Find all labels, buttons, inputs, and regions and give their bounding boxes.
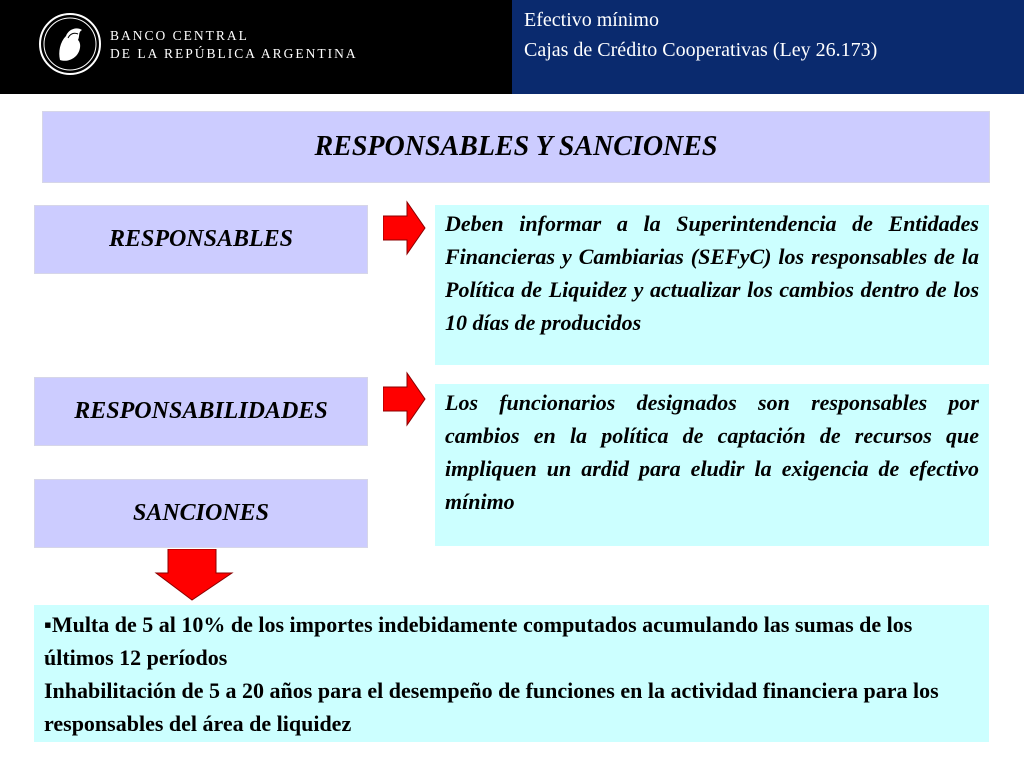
red-arrow-right-icon <box>383 200 427 256</box>
bank-name-line2: DE LA REPÚBLICA ARGENTINA <box>110 46 358 61</box>
responsabilidades-text: Los funcionarios designados son responsables por cambios en la política de captación de recursos que impliquen un ardid para eludir la exigencia de efectivo mínimo <box>435 384 989 546</box>
responsables-label: RESPONSABLES <box>34 205 368 274</box>
bullet-icon: ▪ <box>44 612 52 637</box>
header-title-line1: Efectivo mínimo <box>524 9 659 31</box>
sanction-item-fine <box>44 608 979 674</box>
responsabilidades-label: RESPONSABILIDADES <box>34 377 368 446</box>
sanciones-label: SANCIONES <box>34 479 368 548</box>
page-title: RESPONSABLES Y SANCIONES <box>42 111 990 183</box>
red-arrow-down-icon <box>154 549 234 601</box>
header-logo-area <box>0 0 512 94</box>
bank-name-line1: BANCO CENTRAL <box>110 28 249 43</box>
header-title-area <box>512 0 1024 94</box>
responsables-text: Deben informar a la Superintendencia de Entidades Financieras y Cambiarias (SEFyC) los responsables de la Política de Liquidez y actualizar los cambios dentro de los 10 días de producidos <box>435 205 989 365</box>
red-arrow-right-icon <box>383 371 427 427</box>
bank-name <box>110 27 358 63</box>
header-title-line2: Cajas de Crédito Cooperativas (Ley 26.173) <box>524 39 878 61</box>
effigy-medallion-icon <box>38 12 102 76</box>
sanctions-detail-box <box>34 605 989 742</box>
sanction-item-disqualification: Inhabilitación de 5 a 20 años para el desempeño de funciones en la actividad financiera para los responsables del área de liquidez <box>44 678 939 736</box>
sanction-fine-text: Multa de 5 al 10% de los importes indebidamente computados acumulando las sumas de los últimos 12 períodos <box>44 612 913 670</box>
